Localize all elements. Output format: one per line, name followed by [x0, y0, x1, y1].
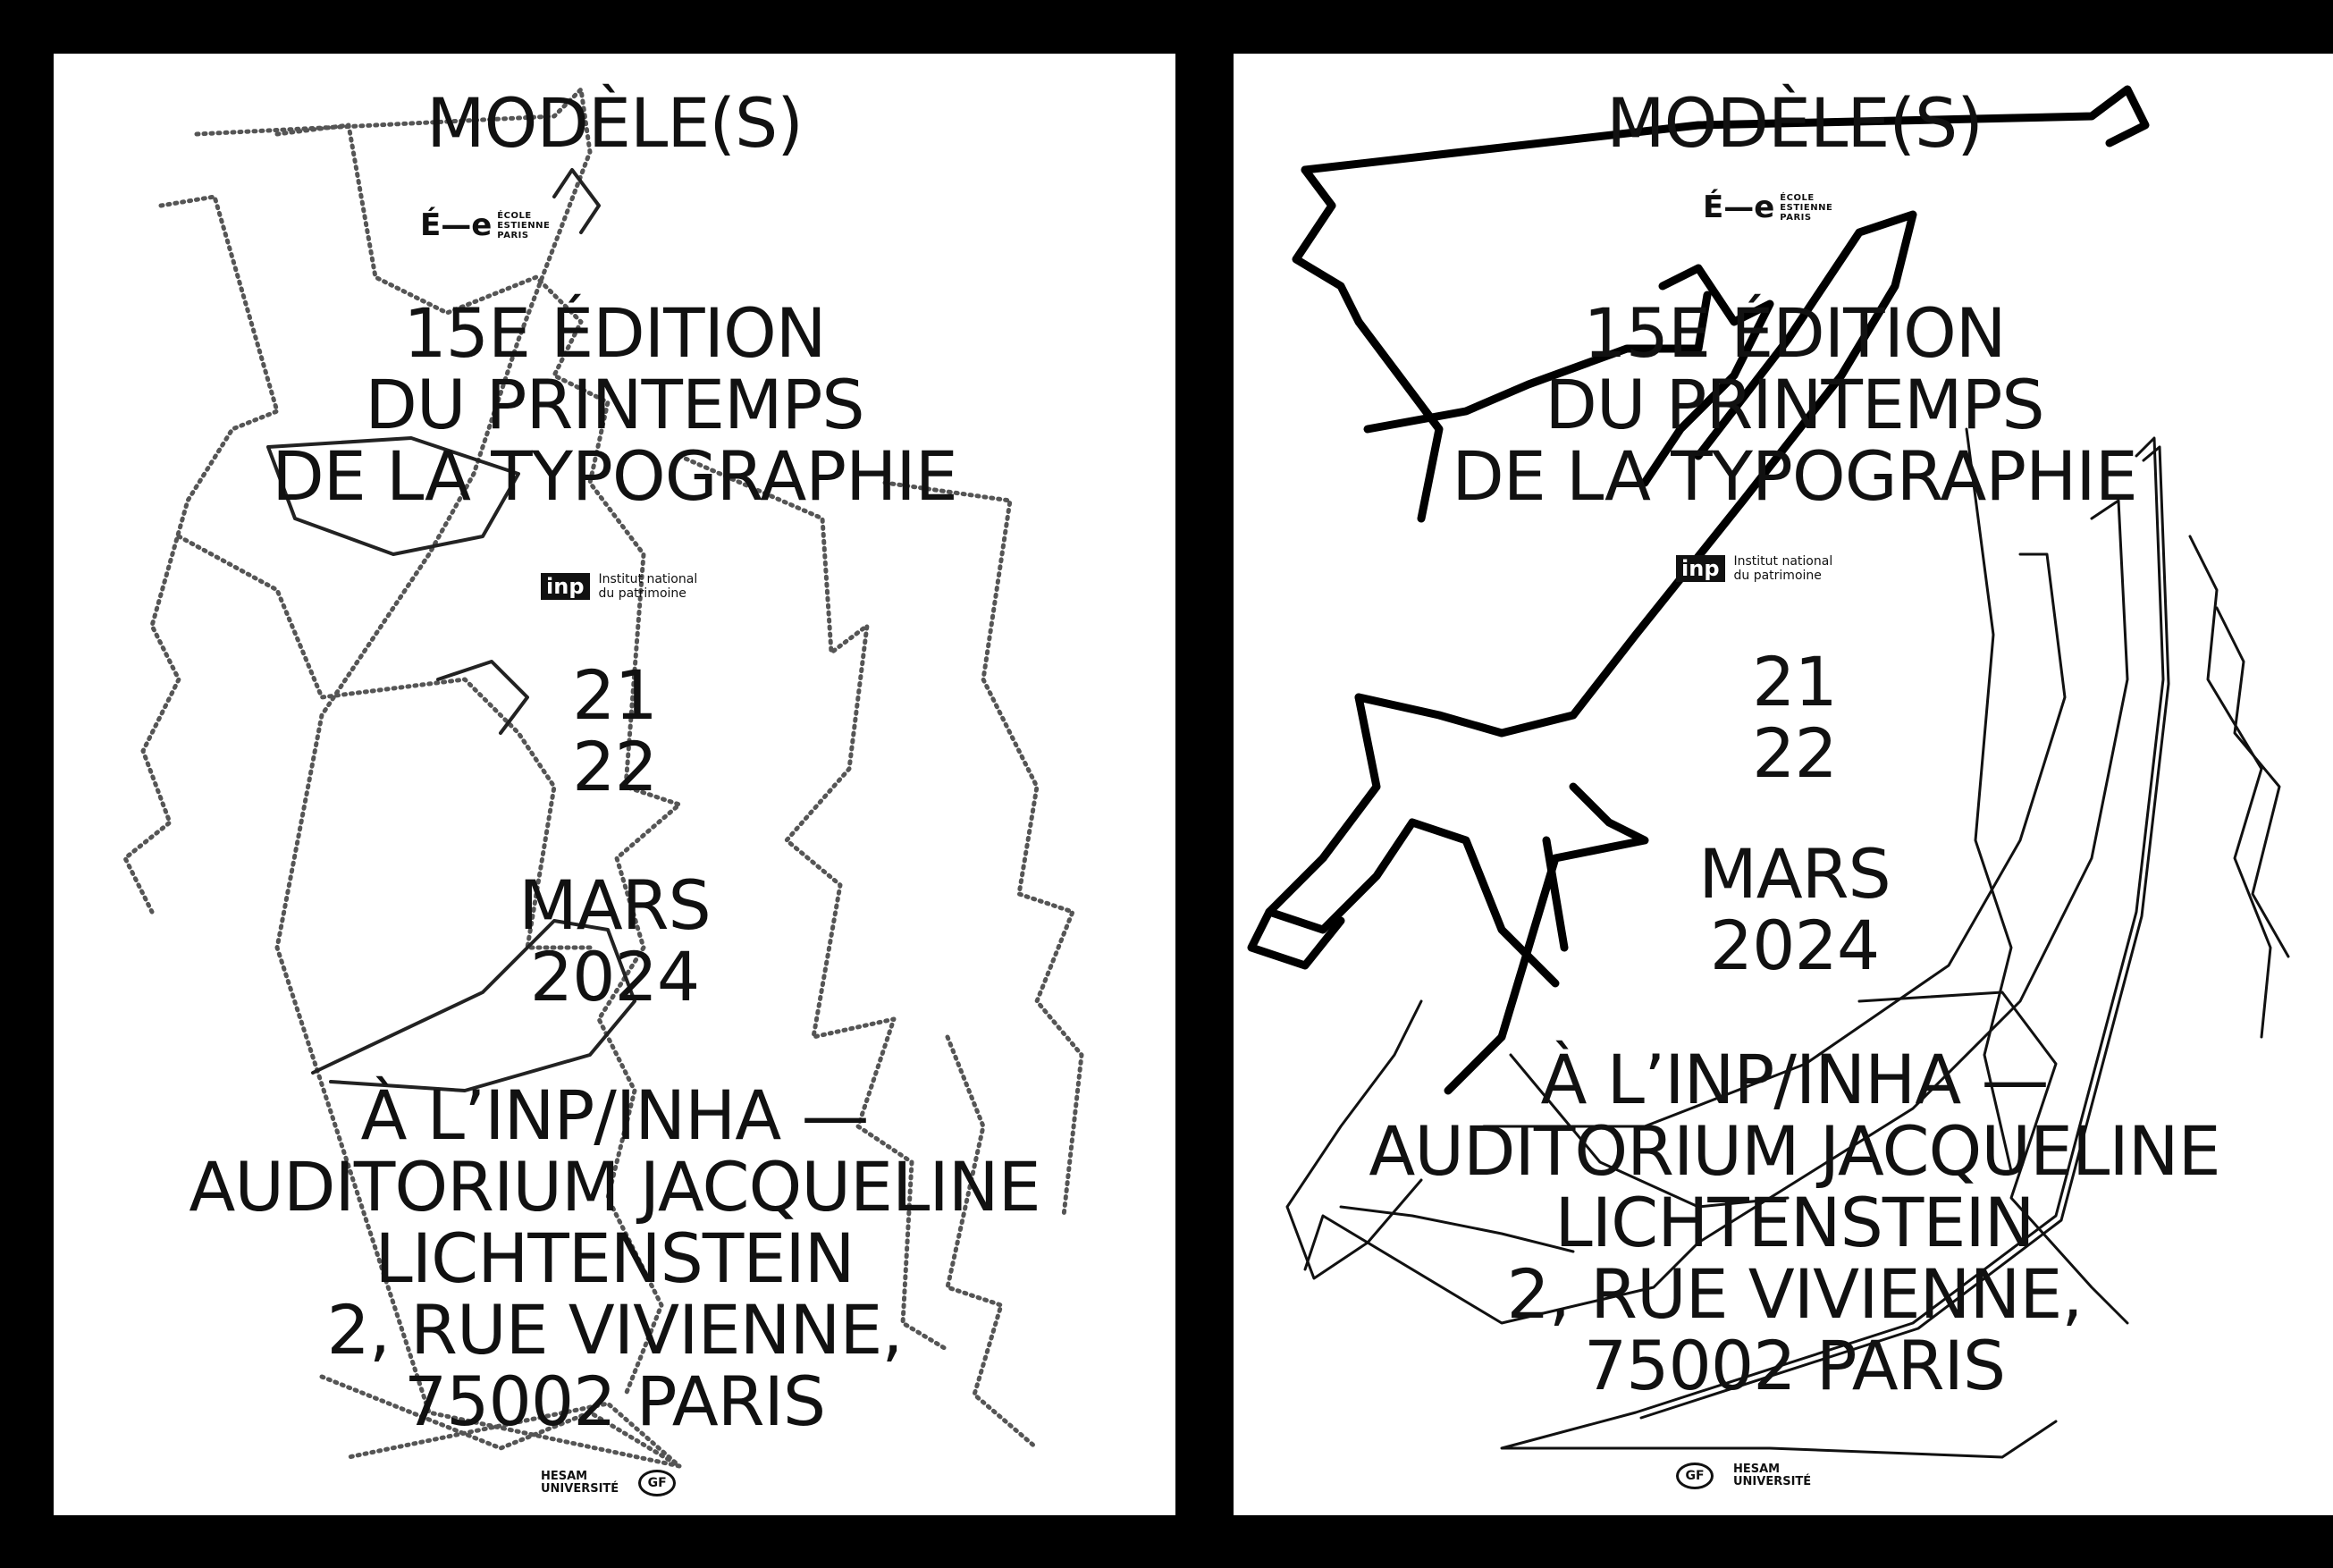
gf-logo: GF [638, 1470, 676, 1496]
venue-line-2: AUDITORIUM JACQUELINE [189, 1147, 1040, 1227]
month: MARS [1698, 834, 1891, 914]
day-22: 22 [572, 727, 657, 806]
year: 2024 [529, 937, 700, 1016]
ecole-logo-mark: É—e [420, 207, 493, 243]
edition-line-3: DE LA TYPOGRAPHIE [1452, 436, 2137, 516]
gf-logo: GF [1676, 1463, 1714, 1489]
edition-line-1: 15E ÉDITION [1583, 293, 2006, 373]
month: MARS [518, 865, 711, 945]
ecole-estienne-logo [1703, 190, 1832, 225]
hesam-logo: HESAM UNIVERSITÉ [541, 1470, 619, 1496]
inp-logo [541, 572, 697, 601]
inp-logo-mark: inp [541, 573, 590, 600]
edition-line-2: DU PRINTEMPS [1545, 365, 2044, 444]
venue-line-4: 2, RUE VIVIENNE, [1506, 1254, 2083, 1334]
inp-logo-text: Institut national du patrimoine [1733, 554, 1833, 584]
venue-line-2: AUDITORIUM JACQUELINE [1369, 1111, 2220, 1191]
venue-line-1: À L’INP/INHA — [360, 1075, 869, 1155]
hesam-logo: HESAM UNIVERSITÉ [1733, 1463, 1812, 1488]
ecole-logo-text: ÉCOLE ESTIENNE PARIS [1780, 192, 1833, 223]
poster-title: MODÈLE(S) [1606, 83, 1983, 163]
ecole-logo-mark: É—e [1703, 190, 1775, 225]
venue-line-4: 2, RUE VIVIENNE, [326, 1290, 903, 1370]
year: 2024 [1709, 906, 1880, 985]
day-21: 21 [1752, 642, 1837, 721]
poster-left [54, 54, 1175, 1515]
ecole-logo-text: ÉCOLE ESTIENNE PARIS [497, 210, 551, 240]
poster-title: MODÈLE(S) [426, 83, 803, 163]
day-22: 22 [1752, 713, 1837, 793]
venue-line-3: LICHTENSTEIN [1554, 1183, 2034, 1262]
footer-logos [1676, 1463, 1811, 1489]
poster-right [1234, 54, 2333, 1515]
ecole-estienne-logo [420, 207, 550, 243]
edition-line-3: DE LA TYPOGRAPHIE [272, 436, 957, 516]
inp-logo-mark: inp [1676, 555, 1725, 582]
edition-line-1: 15E ÉDITION [403, 293, 826, 373]
venue-line-5: 75002 PARIS [403, 1361, 826, 1441]
inp-logo [1676, 554, 1832, 583]
footer-logos [541, 1470, 676, 1496]
venue-line-5: 75002 PARIS [1583, 1326, 2006, 1405]
day-21: 21 [572, 655, 657, 735]
inp-logo-text: Institut national du patrimoine [598, 572, 698, 602]
venue-line-3: LICHTENSTEIN [375, 1218, 855, 1298]
venue-line-1: À L’INP/INHA — [1540, 1040, 2049, 1119]
edition-line-2: DU PRINTEMPS [365, 365, 864, 444]
